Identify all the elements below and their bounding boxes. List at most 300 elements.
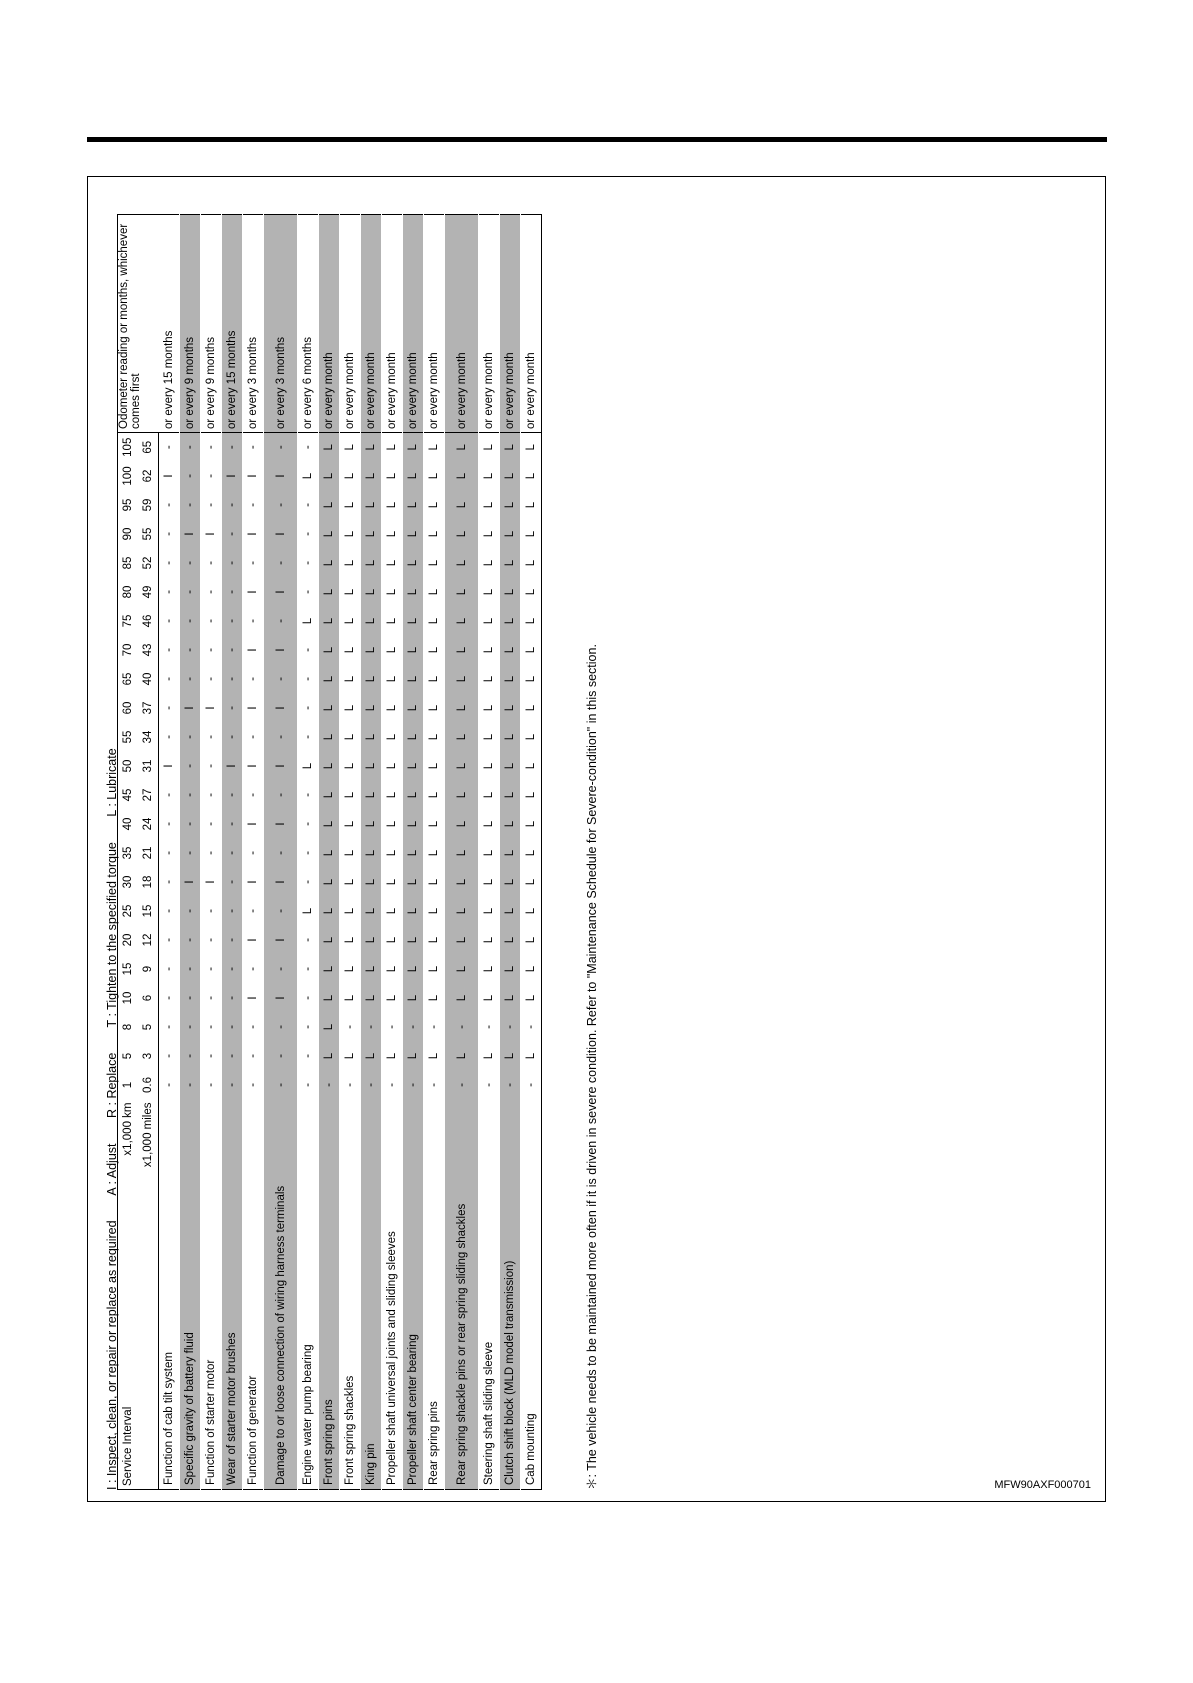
header-row-km	[118, 215, 139, 1490]
service-mark: -	[201, 462, 222, 491]
km-cell: 10	[118, 984, 139, 1013]
service-mark: L	[521, 897, 542, 926]
service-mark: I	[159, 462, 180, 491]
service-mark: L	[382, 665, 403, 694]
service-mark: L	[361, 578, 382, 607]
odometer-interval: or every month	[361, 215, 382, 433]
mile-cell: 46	[138, 607, 159, 636]
service-mark: -	[243, 781, 264, 810]
service-mark: L	[340, 926, 361, 955]
service-interval-label: Service Interval	[118, 1240, 139, 1490]
legend-lubricate: L : Lubricate	[105, 748, 119, 817]
mile-cell: 34	[138, 723, 159, 752]
service-mark: I	[264, 810, 298, 839]
service-mark: -	[180, 1071, 201, 1100]
mile-cell: 6	[138, 984, 159, 1013]
service-mark: L	[403, 839, 424, 868]
service-mark: L	[479, 868, 500, 897]
service-mark: -	[180, 549, 201, 578]
mile-cell: 59	[138, 491, 159, 520]
odometer-interval: or every month	[521, 215, 542, 433]
service-mark: L	[382, 955, 403, 984]
service-mark: L	[479, 636, 500, 665]
service-mark: L	[445, 839, 479, 868]
mile-cell: 62	[138, 462, 159, 491]
service-mark: -	[159, 491, 180, 520]
service-mark: L	[521, 723, 542, 752]
odometer-interval: or every 15 months	[159, 215, 180, 433]
schedule-body	[159, 215, 542, 1490]
service-mark: -	[222, 984, 243, 1013]
service-mark: L	[500, 694, 521, 723]
item-name: Damage to or loose connection of wiring harness terminals	[264, 1100, 298, 1490]
km-cell: 35	[118, 839, 139, 868]
service-mark: L	[424, 781, 445, 810]
service-mark: L	[319, 578, 340, 607]
service-mark: L	[424, 607, 445, 636]
service-mark: L	[340, 955, 361, 984]
km-cell: 80	[118, 578, 139, 607]
service-mark: L	[298, 607, 319, 636]
service-mark: L	[319, 433, 340, 462]
service-mark: -	[298, 491, 319, 520]
service-mark: L	[340, 752, 361, 781]
service-mark: L	[319, 1042, 340, 1071]
service-mark: -	[243, 549, 264, 578]
service-mark: L	[319, 810, 340, 839]
service-mark: L	[424, 752, 445, 781]
service-mark: -	[159, 926, 180, 955]
km-cell: 55	[118, 723, 139, 752]
service-mark: L	[521, 955, 542, 984]
service-mark: -	[159, 723, 180, 752]
service-mark: L	[479, 984, 500, 1013]
service-mark: L	[424, 636, 445, 665]
mile-cell: 9	[138, 955, 159, 984]
service-mark: L	[521, 433, 542, 462]
service-mark: L	[340, 520, 361, 549]
service-mark: L	[361, 520, 382, 549]
service-mark: -	[159, 636, 180, 665]
service-mark: I	[180, 868, 201, 897]
service-mark: -	[180, 433, 201, 462]
km-cell: 100	[118, 462, 139, 491]
service-mark: -	[264, 491, 298, 520]
mile-cell: 52	[138, 549, 159, 578]
service-mark: I	[243, 810, 264, 839]
service-mark: -	[222, 491, 243, 520]
service-mark: L	[382, 636, 403, 665]
mile-cell: 55	[138, 520, 159, 549]
service-mark: L	[340, 810, 361, 839]
service-mark: L	[521, 578, 542, 607]
km-unit-label: x1,000 km	[118, 1100, 139, 1240]
item-name: Cab mounting	[521, 1100, 542, 1490]
service-mark: -	[201, 781, 222, 810]
service-mark: -	[243, 723, 264, 752]
service-mark: -	[222, 1042, 243, 1071]
service-mark: L	[403, 607, 424, 636]
service-mark: L	[424, 694, 445, 723]
service-mark: -	[180, 1042, 201, 1071]
service-mark: I	[243, 636, 264, 665]
service-mark: I	[243, 984, 264, 1013]
service-mark: -	[222, 578, 243, 607]
item-name: Clutch shift block (MLD model transmission)	[500, 1100, 521, 1490]
service-mark: -	[264, 723, 298, 752]
odometer-interval: or every month	[479, 215, 500, 433]
service-mark: L	[319, 520, 340, 549]
service-mark: L	[445, 636, 479, 665]
service-mark: L	[340, 636, 361, 665]
service-mark: L	[403, 665, 424, 694]
service-mark: -	[445, 1013, 479, 1042]
service-mark: L	[382, 781, 403, 810]
service-mark: -	[201, 839, 222, 868]
service-mark: L	[424, 839, 445, 868]
service-mark: -	[222, 926, 243, 955]
service-mark: L	[479, 955, 500, 984]
service-mark: -	[298, 810, 319, 839]
service-mark: L	[319, 607, 340, 636]
odometer-interval: or every month	[424, 215, 445, 433]
service-mark: L	[361, 1042, 382, 1071]
service-mark: L	[521, 810, 542, 839]
service-mark: L	[424, 810, 445, 839]
service-mark: -	[264, 607, 298, 636]
service-mark: L	[479, 810, 500, 839]
item-name: Steering shaft sliding sleeve	[479, 1100, 500, 1490]
service-mark: L	[319, 491, 340, 520]
service-mark: -	[222, 868, 243, 897]
service-mark: L	[445, 694, 479, 723]
service-mark: -	[243, 607, 264, 636]
service-mark: L	[500, 549, 521, 578]
service-mark: L	[403, 955, 424, 984]
item-name: Specific gravity of battery fluid	[180, 1100, 201, 1490]
odometer-interval: or every month	[382, 215, 403, 433]
service-mark: -	[222, 1071, 243, 1100]
service-mark: L	[319, 665, 340, 694]
service-mark: L	[382, 433, 403, 462]
mile-cell: 0.6	[138, 1071, 159, 1100]
service-mark: L	[521, 665, 542, 694]
service-mark: L	[340, 868, 361, 897]
legend-inspect: I : Inspect, clean, or repair or replace as required	[105, 1220, 119, 1490]
service-mark: L	[382, 462, 403, 491]
service-mark: -	[201, 723, 222, 752]
item-name: Front spring shackles	[340, 1100, 361, 1490]
service-mark: -	[180, 491, 201, 520]
service-mark: -	[222, 723, 243, 752]
service-mark: L	[319, 694, 340, 723]
service-mark: L	[361, 868, 382, 897]
service-mark: -	[201, 433, 222, 462]
service-mark: -	[222, 839, 243, 868]
service-mark: L	[403, 520, 424, 549]
service-mark: L	[361, 549, 382, 578]
table-row	[445, 215, 479, 1490]
service-mark: L	[340, 607, 361, 636]
service-mark: -	[201, 549, 222, 578]
mile-cell: 15	[138, 897, 159, 926]
service-mark: L	[361, 665, 382, 694]
service-mark: L	[403, 1042, 424, 1071]
service-mark: L	[361, 462, 382, 491]
service-mark: -	[180, 955, 201, 984]
service-mark: L	[319, 868, 340, 897]
service-mark: -	[180, 636, 201, 665]
service-mark: -	[264, 839, 298, 868]
service-mark: L	[445, 723, 479, 752]
service-mark: L	[319, 1013, 340, 1042]
service-mark: I	[201, 520, 222, 549]
service-mark: L	[340, 462, 361, 491]
service-mark: L	[403, 868, 424, 897]
service-mark: L	[361, 491, 382, 520]
service-mark: -	[264, 1013, 298, 1042]
service-mark: -	[298, 578, 319, 607]
service-mark: -	[159, 1071, 180, 1100]
service-mark: L	[479, 839, 500, 868]
service-mark: L	[521, 984, 542, 1013]
service-mark: -	[500, 1013, 521, 1042]
service-mark: L	[403, 636, 424, 665]
service-mark: L	[361, 636, 382, 665]
service-mark: -	[180, 607, 201, 636]
service-mark: L	[445, 868, 479, 897]
km-cell: 30	[118, 868, 139, 897]
service-mark: -	[201, 636, 222, 665]
service-mark: L	[479, 897, 500, 926]
item-name: Wear of starter motor brushes	[222, 1100, 243, 1490]
service-mark: -	[479, 1013, 500, 1042]
service-mark: L	[319, 839, 340, 868]
service-mark: L	[403, 723, 424, 752]
service-mark: L	[479, 926, 500, 955]
km-cell: 20	[118, 926, 139, 955]
km-cell: 25	[118, 897, 139, 926]
service-mark: -	[222, 549, 243, 578]
service-mark: -	[298, 868, 319, 897]
service-mark: -	[298, 520, 319, 549]
service-mark: L	[445, 926, 479, 955]
service-mark: -	[264, 1042, 298, 1071]
service-mark: -	[159, 1042, 180, 1071]
km-cell: 75	[118, 607, 139, 636]
service-mark: I	[159, 752, 180, 781]
service-mark: -	[180, 578, 201, 607]
item-name: Rear spring shackle pins or rear spring sliding shackles	[445, 1100, 479, 1490]
service-mark: -	[180, 752, 201, 781]
mile-cell: 43	[138, 636, 159, 665]
service-mark: -	[264, 781, 298, 810]
service-mark: -	[201, 984, 222, 1013]
service-mark: L	[500, 810, 521, 839]
service-mark: -	[159, 607, 180, 636]
service-mark: L	[500, 491, 521, 520]
table-row	[521, 215, 542, 1490]
service-mark: L	[521, 491, 542, 520]
service-mark: I	[243, 462, 264, 491]
service-mark: -	[521, 1071, 542, 1100]
service-mark: -	[159, 665, 180, 694]
service-mark: L	[298, 752, 319, 781]
service-mark: L	[361, 839, 382, 868]
service-mark: L	[479, 665, 500, 694]
service-mark: L	[445, 781, 479, 810]
service-mark: -	[222, 897, 243, 926]
service-mark: L	[403, 491, 424, 520]
service-mark: L	[382, 897, 403, 926]
rotated-figure	[100, 190, 700, 1490]
service-mark: L	[445, 897, 479, 926]
service-mark: I	[243, 926, 264, 955]
service-mark: L	[403, 549, 424, 578]
service-mark: -	[159, 781, 180, 810]
service-mark: L	[479, 549, 500, 578]
service-mark: -	[222, 810, 243, 839]
service-mark: L	[403, 462, 424, 491]
km-cell: 70	[118, 636, 139, 665]
service-mark: L	[361, 752, 382, 781]
legend-replace: R : Replace	[105, 1052, 119, 1118]
service-mark: I	[264, 462, 298, 491]
service-mark: -	[180, 897, 201, 926]
service-mark: L	[479, 1042, 500, 1071]
service-mark: -	[201, 810, 222, 839]
service-mark: I	[264, 636, 298, 665]
item-name: Engine water pump bearing	[298, 1100, 319, 1490]
service-mark: L	[500, 955, 521, 984]
table-row	[403, 215, 424, 1490]
service-mark: L	[361, 433, 382, 462]
service-mark: -	[243, 433, 264, 462]
km-cell: 45	[118, 781, 139, 810]
service-mark: L	[340, 694, 361, 723]
service-mark: -	[159, 955, 180, 984]
service-mark: -	[222, 520, 243, 549]
service-mark: L	[445, 578, 479, 607]
service-mark: L	[403, 781, 424, 810]
service-mark: -	[361, 1013, 382, 1042]
odometer-interval: or every month	[403, 215, 424, 433]
service-mark: -	[243, 665, 264, 694]
service-mark: -	[382, 1071, 403, 1100]
service-mark: L	[340, 839, 361, 868]
service-mark: -	[222, 433, 243, 462]
mile-cell: 21	[138, 839, 159, 868]
mile-cell: 5	[138, 1013, 159, 1042]
service-mark: L	[382, 984, 403, 1013]
service-mark: L	[319, 723, 340, 752]
header-rule	[87, 137, 1107, 142]
service-mark: L	[500, 462, 521, 491]
legend-tighten: T : Tighten to the specified torque	[105, 842, 119, 1028]
odometer-interval: or every 9 months	[180, 215, 201, 433]
service-mark: -	[424, 1013, 445, 1042]
service-mark: -	[445, 1071, 479, 1100]
mile-cell: 49	[138, 578, 159, 607]
service-mark: -	[159, 578, 180, 607]
service-mark: I	[222, 462, 243, 491]
service-mark: L	[424, 578, 445, 607]
service-mark: L	[479, 607, 500, 636]
service-mark: L	[382, 578, 403, 607]
service-mark: L	[445, 984, 479, 1013]
service-mark: L	[424, 723, 445, 752]
km-cell: 5	[118, 1042, 139, 1071]
mile-cell: 24	[138, 810, 159, 839]
service-mark: I	[264, 984, 298, 1013]
odometer-interval: or every 9 months	[201, 215, 222, 433]
km-cell: 95	[118, 491, 139, 520]
table-row	[424, 215, 445, 1490]
service-mark: L	[403, 897, 424, 926]
service-mark: -	[201, 955, 222, 984]
service-mark: L	[382, 1042, 403, 1071]
service-mark: I	[264, 926, 298, 955]
service-mark: -	[201, 491, 222, 520]
service-mark: L	[361, 897, 382, 926]
service-mark: L	[479, 723, 500, 752]
service-mark: L	[361, 694, 382, 723]
table-row	[500, 215, 521, 1490]
service-mark: -	[340, 1071, 361, 1100]
service-mark: L	[445, 752, 479, 781]
service-mark: L	[500, 752, 521, 781]
service-mark: L	[382, 694, 403, 723]
table-row	[222, 215, 243, 1490]
service-mark: L	[500, 926, 521, 955]
service-mark: -	[159, 810, 180, 839]
service-mark: -	[159, 897, 180, 926]
service-mark: -	[201, 1042, 222, 1071]
table-row	[298, 215, 319, 1490]
service-mark: I	[201, 868, 222, 897]
service-mark: L	[340, 723, 361, 752]
km-cell: 1	[118, 1071, 139, 1100]
service-mark: L	[340, 549, 361, 578]
service-mark: -	[424, 1071, 445, 1100]
service-mark: L	[361, 723, 382, 752]
service-mark: L	[500, 520, 521, 549]
service-mark: L	[424, 984, 445, 1013]
service-mark: L	[521, 1042, 542, 1071]
service-mark: L	[500, 839, 521, 868]
km-cell: 50	[118, 752, 139, 781]
service-mark: L	[382, 868, 403, 897]
service-mark: -	[201, 607, 222, 636]
km-cell: 90	[118, 520, 139, 549]
service-mark: L	[340, 984, 361, 1013]
service-mark: -	[403, 1013, 424, 1042]
service-mark: -	[180, 839, 201, 868]
service-mark: L	[445, 1042, 479, 1071]
service-mark: L	[500, 665, 521, 694]
header-blank	[138, 1240, 159, 1490]
service-mark: -	[361, 1071, 382, 1100]
service-mark: L	[361, 926, 382, 955]
service-mark: L	[298, 462, 319, 491]
odometer-interval: or every month	[340, 215, 361, 433]
mile-cell: 40	[138, 665, 159, 694]
service-mark: -	[201, 578, 222, 607]
km-cell: 8	[118, 1013, 139, 1042]
service-mark: -	[382, 1013, 403, 1042]
service-mark: L	[403, 433, 424, 462]
service-mark: L	[445, 810, 479, 839]
